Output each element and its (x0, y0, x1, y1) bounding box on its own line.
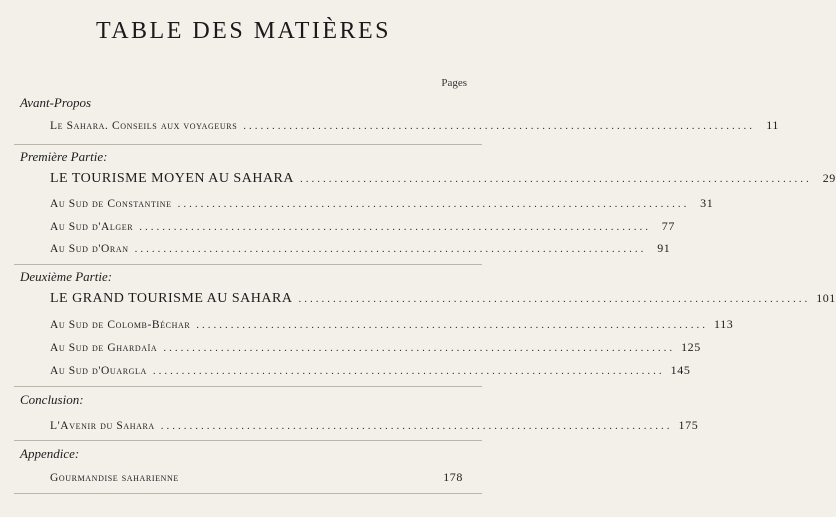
toc-entry-page: 178 (443, 470, 463, 484)
toc-entry (50, 470, 463, 485)
part-heading-conclusion: Conclusion: (20, 392, 84, 407)
part-heading-deuxieme-partie: Deuxième Partie: (20, 269, 113, 284)
dot-leader: ......................................................................................... (298, 293, 811, 305)
part-heading-premiere-partie: Première Partie: (20, 149, 108, 164)
toc-entry-label: Au Sud d'Oran (50, 243, 129, 255)
toc-entry-page: 125 (681, 340, 701, 354)
toc-entry (50, 241, 671, 256)
divider (14, 386, 482, 387)
toc-entry-label: Au Sud de Colomb-Béchar (50, 319, 191, 331)
toc-entry-page: 91 (657, 241, 671, 255)
toc-entry (50, 118, 780, 133)
part-heading-appendice: Appendice: (20, 446, 80, 461)
toc-entry-page: 101 (816, 291, 836, 305)
toc-entry (50, 317, 734, 332)
toc-entry-label: Gourmandise saharienne (50, 472, 179, 484)
toc-entry-page: 113 (714, 317, 734, 331)
toc-entry-label: Au Sud d'Alger (50, 221, 134, 233)
page-title: TABLE DES MATIÈRES (95, 18, 392, 44)
dot-leader: ......................................................................................... (243, 120, 756, 132)
toc-entry (50, 171, 836, 187)
toc-entry (50, 340, 701, 355)
dot-leader: ......................................................................................... (300, 173, 812, 185)
dot-leader: ......................................................................................... (139, 221, 651, 233)
toc-entry-page: 31 (700, 196, 714, 210)
toc-entry-label: Au Sud d'Ouargla (50, 365, 147, 377)
dot-leader: ......................................................................................... (134, 243, 647, 255)
pages-column-label: Pages (441, 77, 467, 89)
toc-entry-page: 11 (766, 118, 780, 132)
toc-entry-label: LE TOURISME MOYEN AU SAHARA (50, 171, 295, 186)
divider (14, 440, 482, 441)
dot-leader: ......................................................................................... (152, 365, 665, 377)
divider (14, 493, 482, 494)
toc-entry (50, 196, 714, 211)
blank-leader (185, 472, 437, 484)
dot-leader: ......................................................................................... (163, 342, 676, 354)
toc-entry-label: Au Sud de Constantine (50, 198, 172, 210)
divider (14, 264, 482, 265)
toc-entry-page: 29 (822, 171, 836, 185)
divider (14, 144, 482, 145)
toc-entry-label: L'Avenir du Sahara (50, 420, 155, 432)
dot-leader: ......................................................................................... (196, 319, 709, 331)
dot-leader: ......................................................................................... (177, 198, 690, 210)
toc-entry (50, 291, 836, 307)
toc-entry-label: LE GRAND TOURISME AU SAHARA (50, 291, 293, 306)
toc-entry (50, 219, 675, 234)
toc-entry-page: 175 (678, 418, 699, 432)
toc-entry-label: Au Sud de Ghardaïa (50, 342, 158, 354)
toc-entry-page: 145 (670, 363, 691, 377)
toc-entry-page: 77 (661, 219, 675, 233)
toc-entry (50, 418, 699, 433)
toc-entry (50, 363, 691, 378)
part-heading-avant-propos: Avant-Propos (20, 95, 92, 110)
toc-entry-label: Le Sahara. Conseils aux voyageurs (50, 120, 238, 132)
dot-leader: ......................................................................................... (160, 420, 673, 432)
